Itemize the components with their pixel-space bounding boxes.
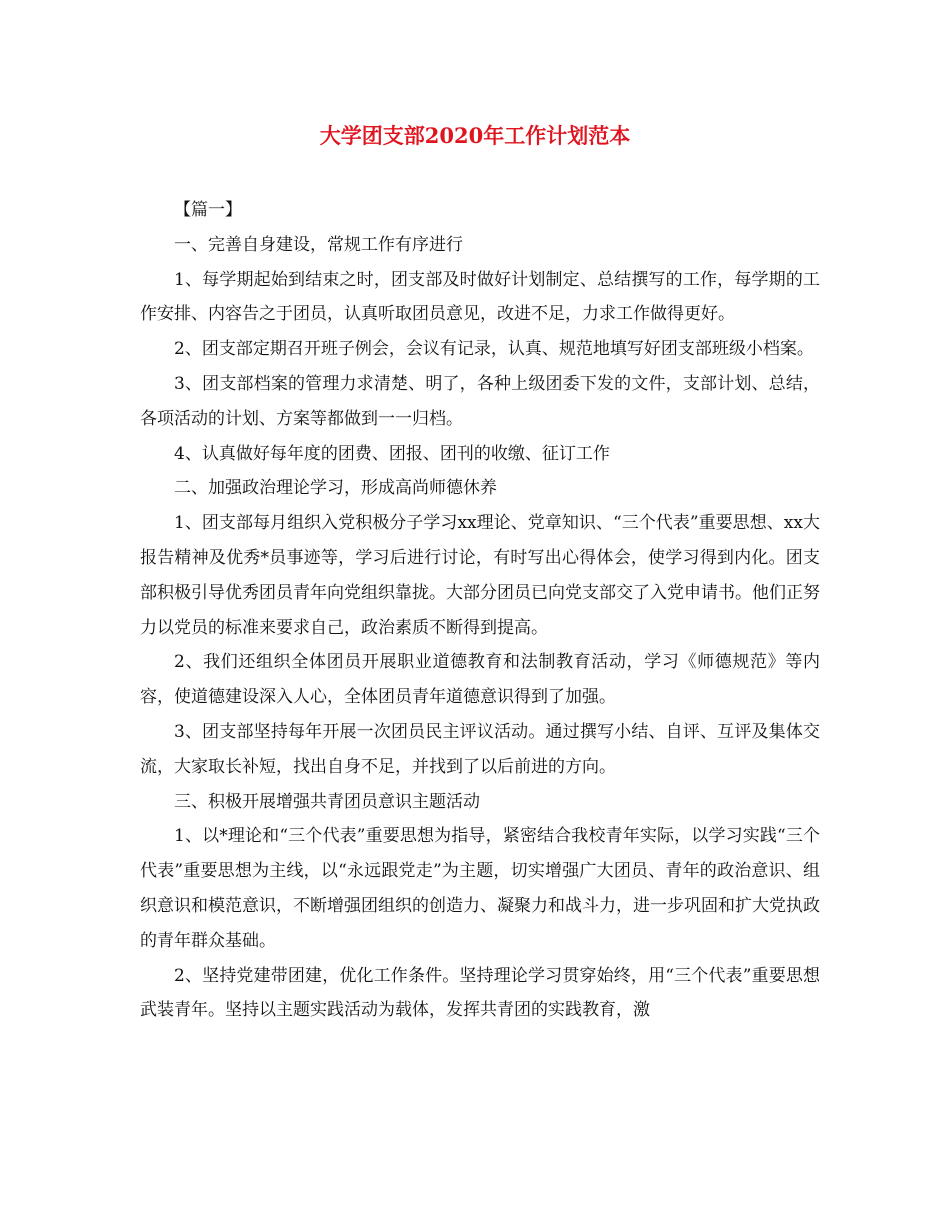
paragraph: 1、每学期起始到结束之时，团支部及时做好计划制定、总结撰写的工作，每学期的工作安排、内容告之于团员，认真听取团员意见，改进不足，力求工作做得更好。 <box>140 269 820 325</box>
paragraph: 3、团支部坚持每年开展一次团员民主评议活动。通过撰写小结、自评、互评及集体交流，大家取长补短，找出自身不足，并找到了以后前进的方向。 <box>140 721 820 777</box>
document-title: 大学团支部2020年工作计划范本 <box>319 123 631 148</box>
paragraph: 4、认真做好每年度的团费、团报、团刊的收缴、征订工作 <box>174 443 610 464</box>
paragraph: 1、以*理论和“三个代表”重要思想为指导，紧密结合我校青年实际，以学习实践“三个代表”重要思想为主线，以“永远跟党走”为主题，切实增强广大团员、青年的政治意识、组织意识和模范意识，不断增强团组织的创造力、凝聚力和战斗力，进一步巩固和扩大党执政的青年群众基础。 <box>140 826 820 951</box>
section-heading-1: 一、完善自身建设，常规工作有序进行 <box>174 234 463 255</box>
section-label: 【篇一】 <box>174 200 242 220</box>
section-heading-3: 三、积极开展增强共青团员意识主题活动 <box>174 791 480 812</box>
document-body <box>140 193 820 1028</box>
paragraph: 2、坚持党建带团建，优化工作条件。坚持理论学习贯穿始终，用“三个代表”重要思想武装青年。坚持以主题实践活动为载体，发挥共青团的实践教育，激 <box>140 965 820 1021</box>
paragraph: 2、团支部定期召开班子例会，会议有记录，认真、规范地填写好团支部班级小档案。 <box>174 339 814 360</box>
section-heading-2: 二、加强政治理论学习，形成高尚师德休养 <box>174 478 497 499</box>
paragraph: 1、团支部每月组织入党积极分子学习xx理论、党章知识、“三个代表”重要思想、xx大报告精神及优秀*员事迹等，学习后进行讨论，有时写出心得体会，使学习得到内化。团支部积极引导优秀团员青年向党组织靠拢。大部分团员已向党支部交了入党申请书。他们正努力以党员的标准来要求自己，政治素质不断得到提高。 <box>140 513 820 638</box>
paragraph: 2、我们还组织全体团员开展职业道德教育和法制教育活动，学习《师德规范》等内容，使道德建设深入人心，全体团员青年道德意识得到了加强。 <box>140 652 820 708</box>
paragraph: 3、团支部档案的管理力求清楚、明了，各种上级团委下发的文件，支部计划、总结，各项活动的计划、方案等都做到一一归档。 <box>140 373 820 429</box>
